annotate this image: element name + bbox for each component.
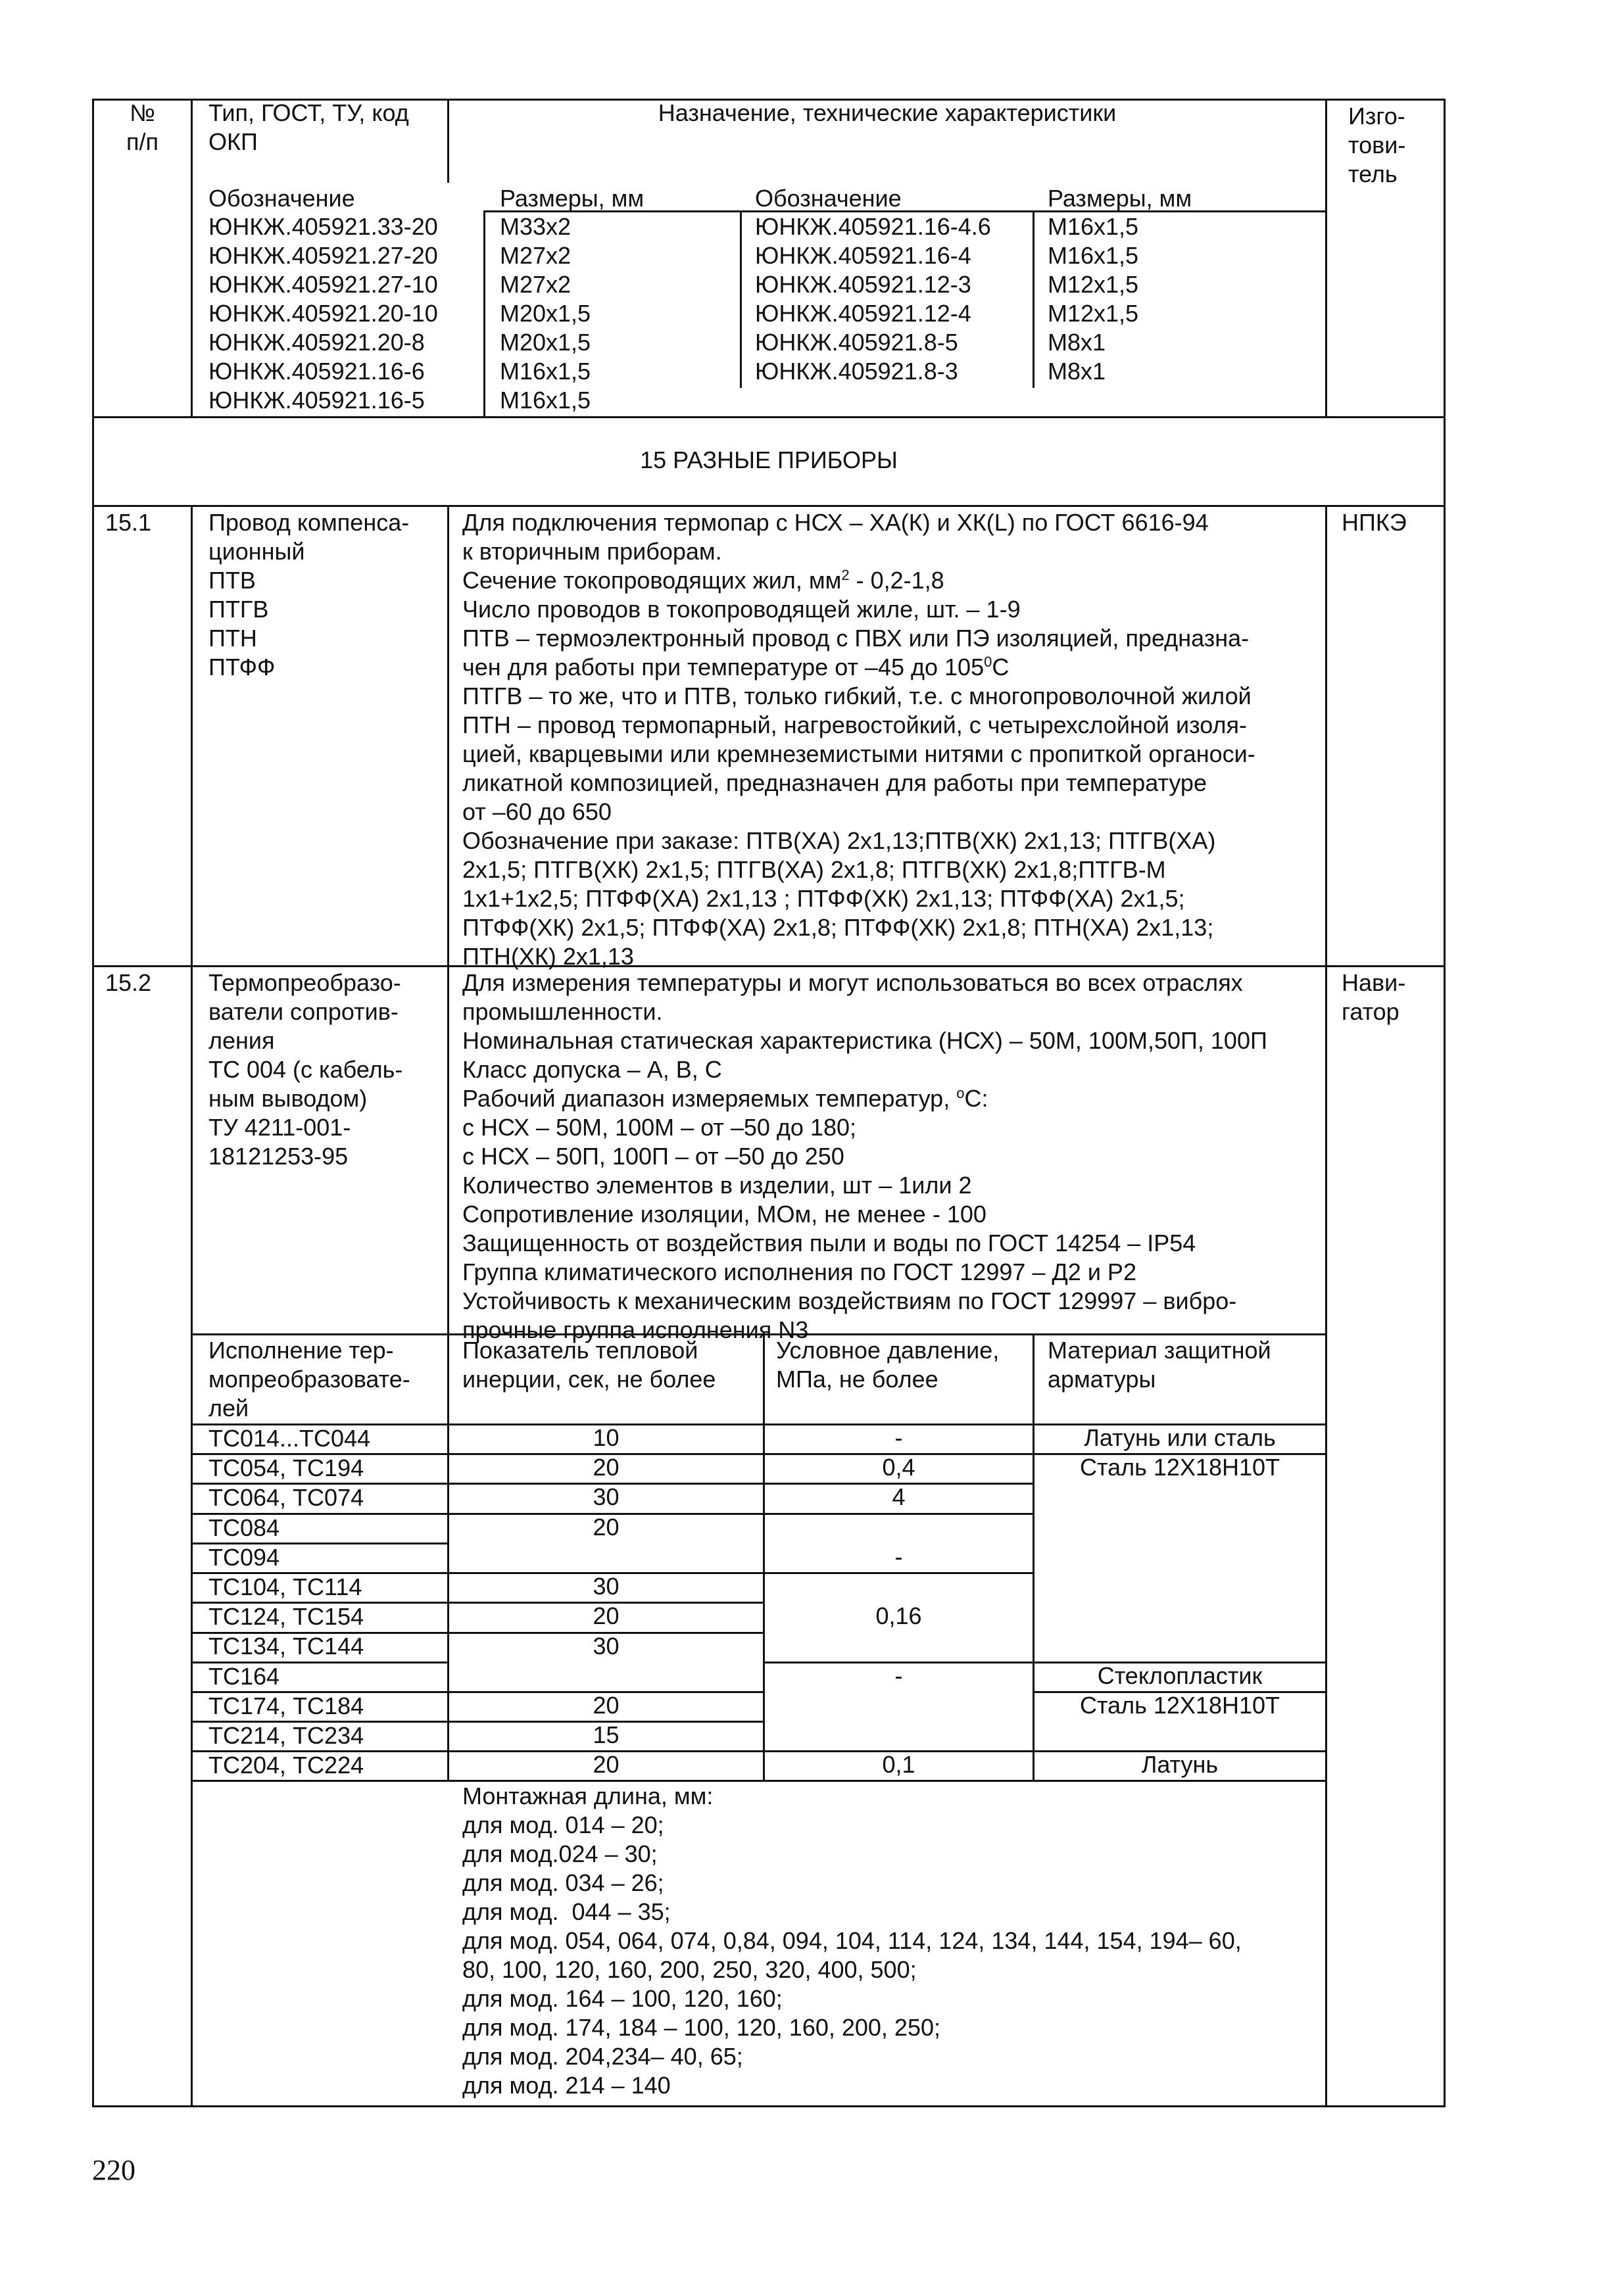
header-purpose: Назначение, технические характеристики: [658, 99, 1117, 126]
row-type: Термопреобразо- ватели сопротив- ления ТС 004 (с кабель- ным выводом) ТУ 4211-001- 18121253-95: [208, 969, 403, 1170]
exec-header: Исполнение тер- мопреобразовате- лей: [208, 1337, 410, 1422]
rule: [191, 505, 193, 2107]
size-value: М16х1,5 М16х1,5 М12х1,5 М12х1,5 М8х1 М8х1: [1048, 213, 1139, 385]
rule: [763, 1572, 1033, 1574]
header-type: Тип, ГОСТ, ТУ, код ОКП: [208, 99, 409, 155]
section-title: 15 РАЗНЫЕ ПРИБОРЫ: [640, 446, 898, 473]
pressure-value: 0,1: [882, 1751, 915, 1778]
rule: [92, 505, 1446, 507]
pressure-value: 0,16: [875, 1602, 922, 1629]
inertia-value: 30: [593, 1483, 620, 1510]
row-number: 15.2: [105, 969, 152, 996]
material-value: Сталь 12Х18Н10Т: [1080, 1692, 1280, 1719]
size-value: М33х2 М27х2 М27х2 М20х1,5 М20х1,5 М16х1,5 М16х1,5: [500, 213, 591, 414]
inertia-value: 20: [593, 1514, 620, 1541]
sizes-col-label: Обозначение: [755, 185, 902, 212]
row-type: Провод компенса- ционный ПТВ ПТГВ ПТН ПТФФ: [208, 509, 410, 681]
pressure-value: 4: [892, 1483, 906, 1510]
inertia-value: 30: [593, 1573, 620, 1600]
rule: [191, 99, 193, 416]
pressure-value: 0,4: [882, 1454, 915, 1481]
exec-row-label: ТС014...ТС044 ТС054, ТС194 ТС064, ТС074 ТС084 ТС094 ТС104, ТС114 ТС124, ТС154 ТС134, ТС144 ТС164 ТС174, ТС184 ТС214, ТС234 ТС204, ТС224: [208, 1425, 371, 1779]
rule: [447, 505, 449, 965]
pressure-value: -: [894, 1424, 903, 1451]
row-number: 15.1: [105, 509, 152, 536]
header-maker: Изго- тови- тель: [1348, 103, 1406, 187]
rule: [1444, 99, 1446, 2107]
row-description: Для измерения температуры и могут использоваться во всех отраслях промышленности. Номинальная статическая характеристика (НСХ) – 50М, 100М,50П, 100П Класс допуска – А, В, С Рабочий диапазон измеряемых температур, $^о$С: с НСХ – 50М, 100М – от –50 до 180; с НСХ – 50П, 100П – от –50 до 250 Количество элементов в изделии, шт – 1или 2 Сопротивление изоляции, МОм, не менее - 100 Защищенность от воздействия пыли и воды по ГОСТ 14254 – IP54 Группа климатического исполнения по ГОСТ 12997 – Д2 и Р2 Устойчивость к механическим воздействиям по ГОСТ 129997 – вибро- прочные группа исполнения N3: [462, 969, 1267, 1343]
rule: [447, 965, 449, 1333]
rule: [92, 416, 1446, 418]
size-code: ЮНКЖ.405921.33-20 ЮНКЖ.405921.27-20 ЮНКЖ.405921.27-10 ЮНКЖ.405921.20-10 ЮНКЖ.405921.20-8 ЮНКЖ.405921.16-6 ЮНКЖ.405921.16-5: [208, 213, 438, 414]
mounting-length: Монтажная длина, мм: для мод. 014 – 20; для мод.024 – 30; для мод. 034 – 26; для мод. 044 – 35; для мод. 054, 064, 074, 0,84, 094, 104, 114, 124, 134, 144, 154, 194– 60, 80, 100, 120, 160, 200, 250, 320, 400, 500; для мод. 164 – 100, 120, 160; для мод. 174, 184 – 100, 120, 160, 200, 250; для мод. 204,234– 40, 65; для мод. 214 – 140: [462, 1782, 1242, 2099]
rule: [483, 210, 485, 416]
rule: [1325, 505, 1327, 2107]
inertia-value: 20: [593, 1751, 620, 1778]
row-maker: Нави- гатор: [1342, 969, 1406, 1025]
page-number: 220: [92, 2154, 135, 2186]
material-value: Латунь: [1141, 1751, 1219, 1778]
header-num: № п/п: [126, 99, 158, 155]
rule: [1033, 210, 1034, 388]
row-description: Для подключения термопар с НСХ – ХА(К) и ХК(L) по ГОСТ 6616-94 к вторичным приборам. Сечение токопроводящих жил, $мм^2 - 0,2-1,8$ Число проводов в токопроводящей жиле, шт. – 1-9 ПТВ – термоэлектронный провод с ПВХ или ПЭ изоляцией, предназна- чен для работы при температуре от –45 до $105^0С$ ПТГВ – то же, что и ПТВ, только гибкий, т.е. с многопроволочной жилой ПТН – провод термопарный, нагревостойкий, с четырехслойной изоля- цией, кварцевыми или кремнеземистыми нитями с пропиткой органоси- ликатной композицией, предназначен для работы при температуре от –60 до 650 Обозначение при заказе: ПТВ(ХА) 2х1,13;ПТВ(ХК) 2х1,13; ПТГВ(ХА) 2х1,5; ПТГВ(ХК) 2х1,5; ПТГВ(ХА) 2х1,8; ПТГВ(ХК) 2х1,8;ПТГВ-М 1х1+1х2,5; ПТФФ(ХА) 2х1,13 ; ПТФФ(ХК) 2х1,13; ПТФФ(ХА) 2х1,5; ПТФФ(ХК) 2х1,5; ПТФФ(ХА) 2х1,8; ПТФФ(ХК) 2х1,8; ПТН(ХА) 2х1,13; ПТН(ХК) 2х1,13: [462, 509, 1255, 970]
rule: [92, 99, 94, 2107]
row-maker: НПКЭ: [1342, 509, 1407, 536]
inertia-value: 30: [593, 1633, 620, 1660]
material-value: Латунь или сталь: [1084, 1424, 1276, 1451]
sizes-col-label: Размеры, мм: [1048, 185, 1192, 212]
sizes-col-label: Обозначение: [208, 185, 355, 212]
inertia-value: 15: [593, 1721, 620, 1748]
material-value: Стеклопластик: [1097, 1662, 1263, 1689]
inertia-value: 20: [593, 1454, 620, 1481]
sizes-col-label: Размеры, мм: [500, 185, 645, 212]
pressure-value: -: [894, 1543, 903, 1570]
exec-header: Условное давление, МПа, не более: [776, 1337, 1000, 1393]
rule: [740, 210, 742, 388]
pressure-value: -: [894, 1662, 903, 1689]
rule: [763, 1513, 1033, 1515]
inertia-value: 20: [593, 1692, 620, 1719]
material-value: Сталь 12Х18Н10Т: [1080, 1454, 1280, 1481]
size-code: ЮНКЖ.405921.16-4.6 ЮНКЖ.405921.16-4 ЮНКЖ.405921.12-3 ЮНКЖ.405921.12-4 ЮНКЖ.405921.8-5 ЮНКЖ.405921.8-3: [755, 213, 991, 385]
inertia-value: 10: [593, 1424, 620, 1451]
exec-header: Материал защитной арматуры: [1048, 1337, 1271, 1393]
rule: [1325, 99, 1327, 416]
inertia-value: 20: [593, 1602, 620, 1629]
exec-header: Показатель тепловой инерции, сек, не более: [462, 1337, 716, 1393]
rule: [92, 2105, 1446, 2107]
